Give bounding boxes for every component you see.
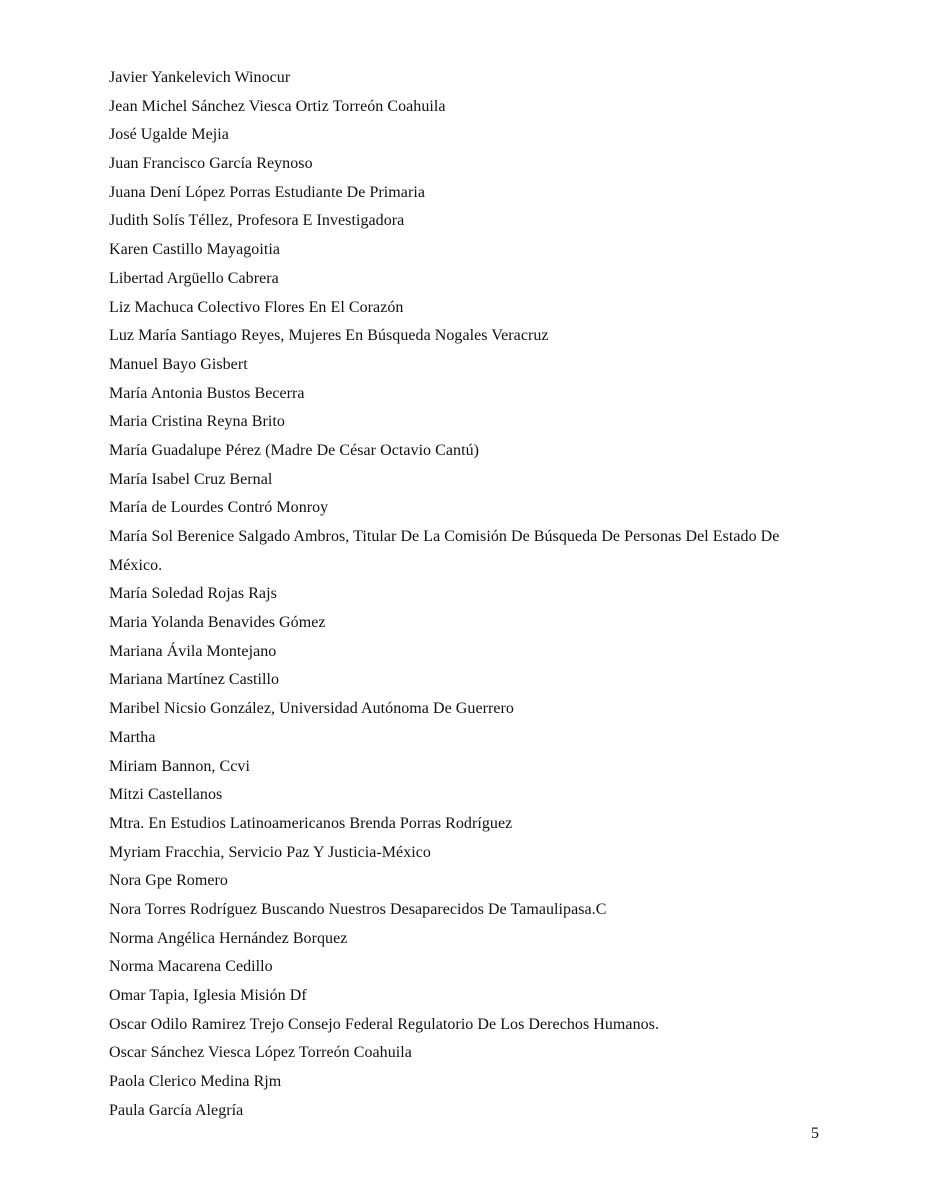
list-item: Javier Yankelevich Winocur xyxy=(109,69,291,86)
list-item: Liz Machuca Colectivo Flores En El Corazón xyxy=(109,298,404,316)
list-item: Myriam Fracchia, Servicio Paz Y Justicia-México xyxy=(109,843,431,861)
list-item: Nora Gpe Romero xyxy=(109,872,228,890)
list-item: María Soledad Rojas Rajs xyxy=(109,585,277,603)
page-number: 5 xyxy=(811,1125,819,1142)
list-item: Oscar Sánchez Viesca López Torreón Coahuila xyxy=(109,1044,412,1062)
list-item: Luz María Santiago Reyes, Mujeres En Búsqueda Nogales Veracruz xyxy=(109,327,549,345)
list-item: Mitzi Castellanos xyxy=(109,786,223,804)
list-item: Jean Michel Sánchez Viesca Ortiz Torreón Coahuila xyxy=(109,97,446,115)
list-item: Omar Tapia, Iglesia Misión Df xyxy=(109,987,307,1004)
list-item: Juan Francisco García Reynoso xyxy=(109,155,313,173)
list-item: Mariana Ávila Montejano xyxy=(109,642,277,660)
list-item: Maria Cristina Reyna Brito xyxy=(109,413,285,431)
list-item: Nora Torres Rodríguez Buscando Nuestros Desaparecidos De Tamaulipasa.C xyxy=(109,900,607,918)
list-item: Martha xyxy=(109,728,156,746)
list-item: Norma Angélica Hernández Borquez xyxy=(109,929,348,947)
list-item: José Ugalde Mejia xyxy=(109,126,229,144)
list-item: Maria Yolanda Benavides Gómez xyxy=(109,614,326,632)
signatories-list xyxy=(109,64,829,1125)
list-item: Paula García Alegría xyxy=(109,1101,244,1119)
list-item: Maribel Nicsio González, Universidad Autónoma De Guerrero xyxy=(109,700,514,718)
list-item: María Isabel Cruz Bernal xyxy=(109,470,273,488)
list-item: Mtra. En Estudios Latinoamericanos Brenda Porras Rodríguez xyxy=(109,814,513,832)
list-item: María Guadalupe Pérez (Madre De César Octavio Cantú) xyxy=(109,441,480,459)
list-item: Judith Solís Téllez, Profesora E Investigadora xyxy=(109,212,405,230)
list-item-continuation: México. xyxy=(109,556,163,574)
list-item: Oscar Odilo Ramirez Trejo Consejo Federal Regulatorio De Los Derechos Humanos. xyxy=(109,1015,660,1033)
list-item: Norma Macarena Cedillo xyxy=(109,958,273,976)
list-item: Juana Dení López Porras Estudiante De Primaria xyxy=(109,183,425,201)
list-item: Karen Castillo Mayagoitia xyxy=(109,241,280,259)
list-item: María de Lourdes Contró Monroy xyxy=(109,499,329,517)
list-item: Paola Clerico Medina Rjm xyxy=(109,1073,282,1091)
list-item: Miriam Bannon, Ccvi xyxy=(109,757,250,775)
list-item: Manuel Bayo Gisbert xyxy=(109,355,248,373)
list-item: Mariana Martínez Castillo xyxy=(109,671,280,689)
list-item: María Sol Berenice Salgado Ambros, Titular De La Comisión De Búsqueda De Personas Del Estado De xyxy=(109,528,780,545)
list-item: María Antonia Bustos Becerra xyxy=(109,384,305,402)
list-item: Libertad Argüello Cabrera xyxy=(109,269,279,287)
